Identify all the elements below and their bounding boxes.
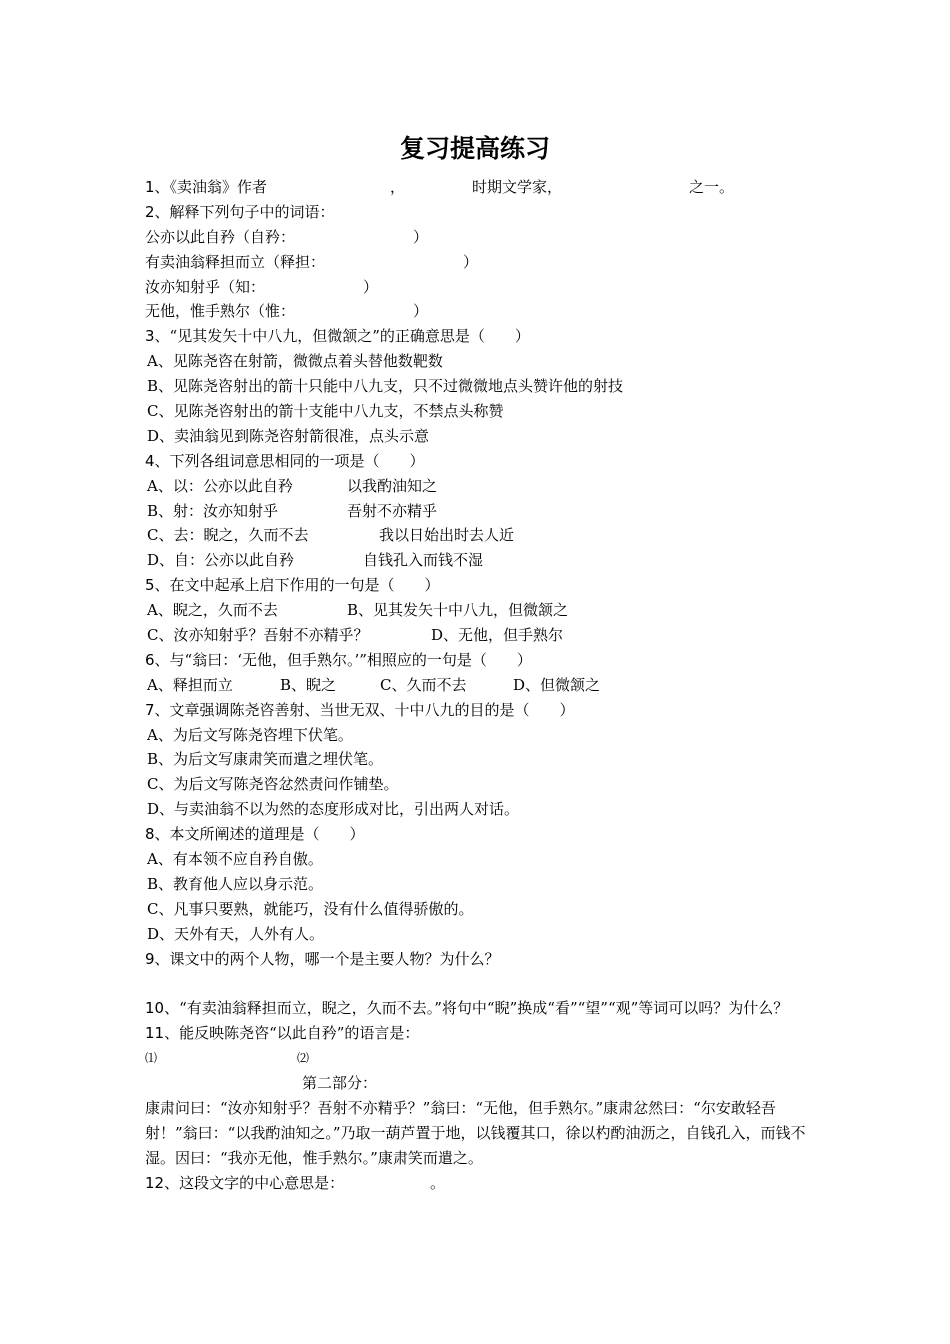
document-title: 复习提高练习	[399, 134, 550, 163]
question-11: 11、能反映陈尧咨“以此自矜”的语言是：	[145, 1024, 420, 1043]
question-8: 8、本文所阐述的道理是（ ）	[145, 825, 365, 844]
option-c: C、为后文写陈尧咨忿然责问作铺垫。	[147, 775, 399, 794]
option-b: B、教育他人应以身示范。	[147, 874, 324, 893]
option-b: B、为后文写康肃笑而遣之埋伏笔。	[147, 750, 384, 769]
part-2-heading: 第二部分：	[302, 1074, 378, 1093]
question-4: 4、下列各组词意思相同的一项是（ ）	[145, 451, 425, 470]
answer-marks: ⑴ ⑵	[145, 1051, 310, 1066]
option-b: B、射：汝亦知射乎 吾射不亦精乎	[147, 501, 438, 520]
question-1: 1、《卖油翁》作者 ， 时期文学家， 之一。	[145, 178, 735, 196]
question-2: 2、解释下列句子中的词语：	[145, 202, 335, 221]
option-a: A、以：公亦以此自矜 以我酌油知之	[147, 476, 438, 495]
answer-space	[145, 972, 815, 997]
list-item: 有卖油翁释担而立（释担： ）	[145, 252, 479, 271]
list-item: 无他，惟手熟尔（惟： ）	[145, 302, 429, 321]
question-10: 10、“有卖油翁释担而立，睨之，久而不去。”将句中“睨”换成“看”“望”“观”等词可以吗？为什么？	[145, 999, 789, 1018]
option-a: A、有本领不应自矜自傲。	[147, 850, 323, 869]
question-7: 7、文章强调陈尧咨善射、当世无双、十中八九的目的是（ ）	[145, 700, 575, 719]
option-c: C、见陈尧咨射出的箭十支能中八九支，不禁点头称赞	[147, 402, 504, 421]
option-row: C、汝亦知射乎？吾射不亦精乎？ D、无他，但手熟尔	[147, 626, 564, 645]
option-b: B、见陈尧咨射出的箭十只能中八九支，只不过微微地点头赞许他的射技	[147, 377, 624, 396]
option-a: A、为后文写陈尧咨埋下伏笔。	[147, 725, 353, 744]
list-item: 汝亦知射乎（知： ）	[145, 277, 379, 296]
option-row: A、释担而立 B、睨之 C、久而不去 D、但微颔之	[147, 675, 601, 694]
option-c: C、凡事只要熟，就能巧，没有什么值得骄傲的。	[147, 899, 474, 918]
question-number: 1	[145, 178, 155, 196]
option-d: D、与卖油翁不以为然的态度形成对比，引出两人对话。	[147, 800, 520, 819]
exercise-content	[145, 175, 815, 1196]
option-a: A、见陈尧咨在射箭，微微点着头替他数靶数	[147, 352, 443, 371]
passage-text: 康肃问曰：“汝亦知射乎？吾射不亦精乎？”翁曰：“无他，但手熟尔。”康肃忿然曰：“尔安敢轻吾射！”翁曰：“以我酌油知之。”乃取一葫芦置于地，以钱覆其口，徐以杓酌油沥之，自钱孔入，而钱不湿。因曰：“我亦无他，惟手熟尔。”康肃笑而遣之。	[145, 1098, 806, 1167]
option-row: A、睨之，久而不去 B、见其发矢十中八九，但微颔之	[147, 601, 569, 620]
question-5: 5、在文中起承上启下作用的一句是（ ）	[145, 576, 440, 595]
question-12: 12、这段文字的中心意思是： 。	[145, 1173, 446, 1192]
question-9: 9、课文中的两个人物，哪一个是主要人物？为什么？	[145, 949, 500, 968]
list-item: 公亦以此自矜（自矜： ）	[145, 227, 429, 246]
option-c: C、去：睨之，久而不去 我以日始出时去人近	[147, 526, 515, 545]
option-d: D、自：公亦以此自矜 自钱孔入而钱不湿	[147, 551, 484, 570]
question-3: 3、“见其发矢十中八九，但微颔之”的正确意思是（ ）	[145, 327, 530, 346]
option-d: D、卖油翁见到陈尧咨射箭很准，点头示意	[147, 426, 430, 445]
question-6: 6、与“翁曰：‘无他，但手熟尔。’”相照应的一句是（ ）	[145, 650, 532, 669]
option-d: D、天外有天，人外有人。	[147, 924, 325, 943]
